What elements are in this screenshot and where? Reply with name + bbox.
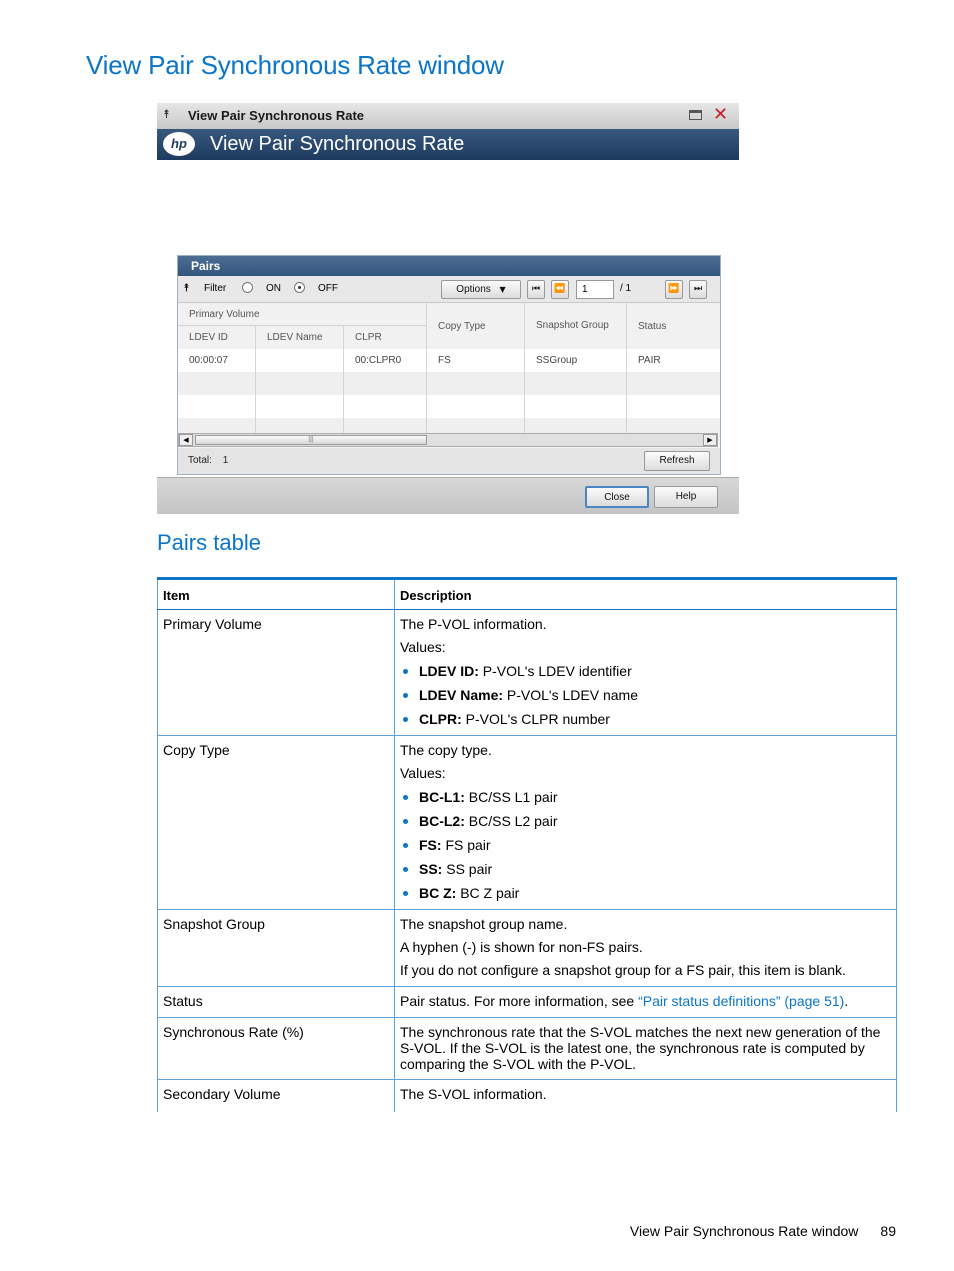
col-snapshot-group[interactable]: Snapshot Group xyxy=(525,303,627,349)
filter-on-radio[interactable] xyxy=(242,282,253,293)
table-row xyxy=(158,910,897,987)
dialog-screenshot xyxy=(157,103,739,513)
filter-label: Filter xyxy=(204,283,227,294)
description-text: A hyphen (-) is shown for non-FS pairs. xyxy=(400,939,643,955)
filter-collapse-icon[interactable]: ⯭ xyxy=(183,281,190,294)
list-item: LDEV Name: P-VOL's LDEV name xyxy=(400,687,891,704)
page-number: 89 xyxy=(880,1223,896,1239)
item-cell: Secondary Volume xyxy=(158,1080,395,1113)
cell-snapshot-group: SSGroup xyxy=(525,349,627,372)
col-status[interactable]: Status xyxy=(627,303,721,349)
values-label: Values: xyxy=(400,639,446,655)
pairs-panel-title: Pairs xyxy=(191,259,221,273)
list-item: BC-L1: BC/SS L1 pair xyxy=(400,789,891,806)
horizontal-scrollbar[interactable] xyxy=(178,433,718,447)
dialog-banner xyxy=(157,129,739,160)
description-text: The snapshot group name. xyxy=(400,916,568,932)
total-value: 1 xyxy=(222,455,229,466)
table-row xyxy=(158,736,897,910)
dialog-footer xyxy=(157,477,739,514)
pairs-panel-footer xyxy=(178,448,720,474)
pairs-grid xyxy=(178,303,720,441)
item-cell: Copy Type xyxy=(158,736,395,910)
col-ldev-name[interactable]: LDEV Name xyxy=(256,326,344,350)
list-item: BC Z: BC Z pair xyxy=(400,885,891,902)
window-titlebar xyxy=(157,103,739,130)
hp-logo: hp xyxy=(163,132,195,156)
item-cell: Primary Volume xyxy=(158,610,395,736)
description-cell: The S-VOL information. xyxy=(395,1080,897,1113)
pairs-toolbar xyxy=(178,276,720,303)
refresh-button[interactable]: Refresh xyxy=(644,451,710,471)
item-cell: Snapshot Group xyxy=(158,910,395,987)
filter-off-label: OFF xyxy=(318,283,338,294)
list-item: CLPR: P-VOL's CLPR number xyxy=(400,711,891,728)
close-button[interactable]: Close xyxy=(585,486,649,508)
pair-status-link[interactable]: “Pair status definitions” (page 51) xyxy=(638,993,845,1009)
list-item: FS: FS pair xyxy=(400,837,891,854)
values-list xyxy=(400,789,891,902)
description-cell xyxy=(395,610,897,736)
table-row xyxy=(158,1018,897,1080)
values-list xyxy=(400,663,891,728)
footer-title: View Pair Synchronous Rate window xyxy=(629,1223,859,1239)
description-text: The P-VOL information. xyxy=(400,616,547,632)
page-title: View Pair Synchronous Rate window xyxy=(86,50,504,80)
description-cell: Pair status. For more information, see “Pair status definitions” (page 51). xyxy=(395,987,897,1018)
col-ldev-id[interactable]: LDEV ID xyxy=(178,326,256,350)
empty-row xyxy=(178,395,720,418)
last-page-icon[interactable]: ⏭ xyxy=(689,280,707,299)
page-footer xyxy=(630,1223,896,1239)
table-row xyxy=(158,610,897,736)
item-cell: Status xyxy=(158,987,395,1018)
page-number-input[interactable]: 1 xyxy=(576,280,614,299)
description-text: If you do not configure a snapshot group for a FS pair, this item is blank. xyxy=(400,962,846,978)
table-row[interactable] xyxy=(178,349,720,372)
cell-status: PAIR xyxy=(627,349,721,372)
table-row xyxy=(158,1080,897,1113)
scroll-thumb[interactable]: ||| xyxy=(195,435,427,445)
scroll-right-icon[interactable]: ▶ xyxy=(703,434,717,446)
empty-row xyxy=(178,372,720,395)
table-row xyxy=(158,987,897,1018)
options-button[interactable] xyxy=(441,280,521,299)
help-button[interactable]: Help xyxy=(654,486,718,508)
total-label: Total: xyxy=(188,455,212,466)
cell-ldev-id: 00:00:07 xyxy=(178,349,256,372)
description-text: The copy type. xyxy=(400,742,492,758)
close-icon[interactable]: ✕ xyxy=(713,104,729,124)
list-item: BC-L2: BC/SS L2 pair xyxy=(400,813,891,830)
previous-page-icon[interactable]: ⏪ xyxy=(551,280,569,299)
section-title: Pairs table xyxy=(157,530,261,555)
pairs-panel xyxy=(177,255,721,475)
maximize-icon[interactable] xyxy=(689,110,702,120)
total-count xyxy=(188,455,228,466)
first-page-icon[interactable]: ⏮ xyxy=(527,280,545,299)
col-primary-volume: Primary Volume xyxy=(178,303,427,326)
collapse-chevron-icon[interactable]: ⯭ xyxy=(163,107,171,121)
options-label: Options xyxy=(456,284,491,295)
page-total: / 1 xyxy=(620,283,632,294)
scroll-left-icon[interactable]: ◀ xyxy=(179,434,193,446)
col-clpr[interactable]: CLPR xyxy=(344,326,427,350)
banner-title: View Pair Synchronous Rate xyxy=(210,133,465,155)
filter-off-radio[interactable] xyxy=(294,282,305,293)
next-page-icon[interactable]: ⏩ xyxy=(665,280,683,299)
pairs-description-table xyxy=(157,577,897,1112)
item-cell: Synchronous Rate (%) xyxy=(158,1018,395,1080)
list-item: LDEV ID: P-VOL's LDEV identifier xyxy=(400,663,891,680)
cell-copy-type: FS xyxy=(427,349,525,372)
header-item: Item xyxy=(158,579,395,610)
description-cell xyxy=(395,910,897,987)
cell-clpr: 00:CLPR0 xyxy=(344,349,427,372)
description-cell: The synchronous rate that the S-VOL matches the next new generation of the S-VOL. If the S-VOL is the latest one, the synchronous rate is computed by comparing the S-VOL with the P-VOL. xyxy=(395,1018,897,1080)
description-cell xyxy=(395,736,897,910)
window-title: View Pair Synchronous Rate xyxy=(188,108,365,123)
cell-ldev-name xyxy=(256,349,344,372)
pairs-panel-header xyxy=(178,256,720,276)
values-label: Values: xyxy=(400,765,446,781)
list-item: SS: SS pair xyxy=(400,861,891,878)
filter-on-label: ON xyxy=(266,283,281,294)
dropdown-arrow-icon: ▼ xyxy=(499,285,506,294)
col-copy-type[interactable]: Copy Type xyxy=(427,303,525,349)
header-description: Description xyxy=(395,579,897,610)
